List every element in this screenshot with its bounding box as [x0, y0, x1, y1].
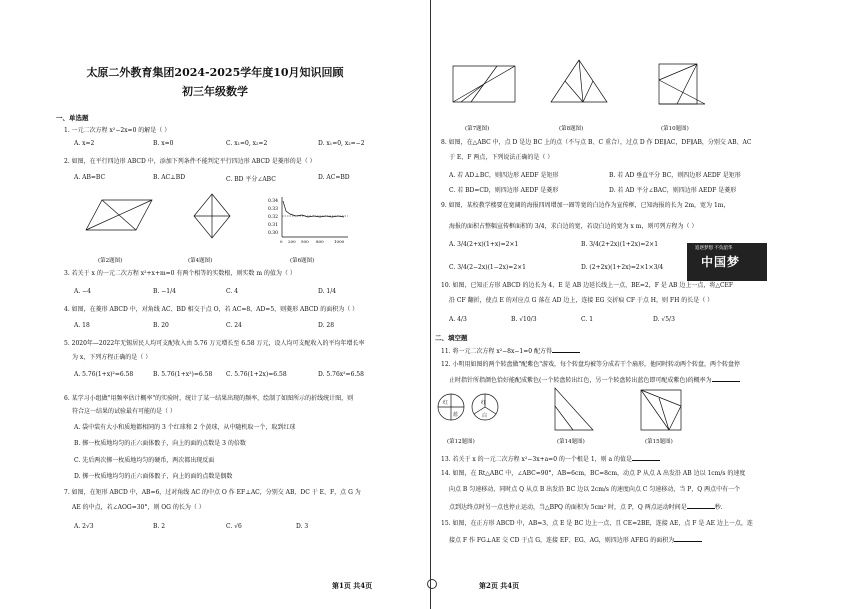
q4-rhombus-figure — [190, 192, 234, 242]
q7-line2: AE 的中点，若∠AOG=30°，则 OG 的长为（ ） — [72, 504, 205, 511]
q5-option-c: C. 5.76(1+2x)=6.58 — [226, 371, 287, 378]
q7-option-a: A. 2√3 — [74, 523, 94, 530]
q8-option-d: D. 若 AD 平分∠BAC，则四边形 AEDF 是菱形 — [609, 187, 737, 194]
q14-line2: 向点 B 匀速移动，同时点 Q 从点 B 出发沿 BC 边以 2cm/s 的速度向点 C 匀速移动，当 P，Q 两点中有一个 — [449, 486, 741, 493]
q12-line2: 止时指针所指颜色恰好能配成紫色(一个转盘转出红色，另一个转盘转出蓝色即可配成紫色)的概率为 — [449, 376, 740, 384]
q7-rectangle-figure — [451, 64, 517, 104]
q9-option-a: A. 3/4(2+x)(1+x)=2×1 — [449, 241, 519, 248]
spinner2-white-label: 白 — [482, 413, 488, 419]
q14-line1: 14. 如图，在 Rt△ABC 中，∠ABC=90°，AB=6cm，BC=8cm，动点 P 从点 A 出发沿 AB 边以 1cm/s 的速度 — [441, 470, 746, 477]
q8-line1: 8. 如图，在△ABC 中，点 D 是边 BC 上的点（不与点 B、C 重合），过点 D 作 DE∥AC，DF∥AB，分别交 AB、AC — [441, 139, 752, 146]
q9-option-b: B. 3/4(2+2x)(1+2x)=2×1 — [581, 241, 659, 248]
q10-square-figure — [657, 62, 707, 108]
x-tick-500: 500 — [301, 239, 309, 244]
q7-option-b: B. 2 — [153, 523, 166, 530]
q3-option-a: A. −4 — [74, 288, 91, 295]
q6-line1: 6. 某学习小组做"用频率估计概率"的实验时，统计了某一结果出现的频率，绘制了如图所示的折线统计图，则 — [64, 395, 354, 402]
poster-title: 中国梦 — [701, 255, 741, 269]
q14-line3: 点到达终点时另一点也停止运动，当△BPQ 的面积为 5cm² 时，点 P，Q 两点运动时间是 秒. — [449, 504, 723, 511]
q7-option-c: C. √6 — [226, 523, 242, 530]
q10-line1: 10. 如图，已知正方形 ABCD 的边长为 4，E 是 AB 边延长线上一点，BE=2，F 是 AB 边上一点，将△CEF — [441, 282, 734, 289]
caption-fig2: (第2题图) — [98, 258, 123, 264]
q3-option-b: B. −1/4 — [153, 288, 176, 295]
q10-option-d: D. √5/3 — [653, 316, 675, 323]
q15-line1: 15. 如图，在正方形 ABCD 中，AB=3，点 E 是 BC 边上一点，且 CE=2BE，连接 AE，点 F 是 AE 边上一点，连 — [441, 520, 753, 527]
x-tick-1000: 1000 — [334, 239, 345, 244]
spinner2-red-label: 红 — [481, 400, 487, 406]
q12-line1: 12. 小明用如图的两个转盘做"配紫色"游戏，每个转盘均被等分成若干个扇形，他同时转动两个转盘，两个转盘停 — [441, 361, 740, 368]
section-fill-blank: 二、填空题 — [435, 334, 468, 342]
q8-option-c: C. 若 BD=CD，则四边形 AEDF 是菱形 — [449, 187, 559, 194]
q9-option-c: C. 3/4(2−2x)(1−2x)=2×1 — [449, 264, 526, 271]
q1-option-a: A. x=2 — [74, 140, 95, 147]
china-dream-poster — [687, 243, 767, 281]
q8-triangle-figure — [549, 58, 609, 104]
q9-option-d: D. (2+2x)(1+2x)=2×1×3/4 — [581, 264, 664, 271]
q5-option-b: B. 5.76(1+x²)=6.58 — [153, 371, 213, 378]
x-tick-0: 0 — [280, 239, 283, 244]
q2-parallelogram-figure — [86, 195, 156, 237]
q5-line1: 5. 2020年—2022年无锡居民人均可支配收入由 5.76 万元增长至 6.58 万元，设人均可支配收入的平均年增长率 — [64, 340, 365, 347]
q10-option-c: C. 1 — [581, 316, 594, 323]
q2-text: 2. 如图，在平行四边形 ABCD 中，添加下列条件不能判定平行四边形 ABCD 是菱形的是（ ） — [64, 158, 316, 165]
poster-slogan: 追逐梦想 不负韶华 — [695, 246, 733, 251]
y-tick-0.30: 0.30 — [268, 231, 279, 236]
q12-spinners-figure — [437, 392, 501, 422]
x-tick-200: 200 — [288, 239, 296, 244]
q6-option-d: D. 掷一枚质地均匀的正六面体骰子，向上的面的点数是偶数 — [74, 473, 233, 480]
q10-option-a: A. 4/3 — [449, 316, 467, 323]
q3-option-c: C. 4 — [226, 288, 239, 295]
caption-fig7: (第7题图) — [465, 126, 490, 132]
q13-text: 13. 若关于 x 的一元二次方程 x²−3x+a=0 的一个根是 1，则 a 的值是 — [441, 455, 660, 463]
q7-line1: 7. 如图，在矩形 ABCD 中，AB=6，过对角线 AC 的中点 O 作 EF⊥AC，分别交 AB、DC 于 E、F，点 G 为 — [64, 489, 361, 496]
q4-text: 4. 如图，在菱形 ABCD 中，对角线 AC、BD 相交于点 O，若 AC=8，AD=5，则菱形 ABCD 的面积为（ ） — [64, 306, 359, 313]
caption-fig10: (第10题图) — [661, 126, 689, 132]
q6-option-b: B. 掷一枚质地均匀的正六面体骰子，向上的面的点数是 3 的倍数 — [74, 440, 246, 447]
q2-option-c: C. BD 平分∠ABC — [226, 176, 276, 183]
q1-option-b: B. x=0 — [153, 140, 174, 147]
q6-option-a: A. 袋中装有大小和质地都相同的 3 个红球和 2 个黄球，从中随机取一个，取到红球 — [74, 424, 296, 431]
caption-fig6: (第6题图) — [290, 258, 315, 264]
q1-option-d: D. x₁=0, x₂=−2 — [318, 140, 365, 147]
q8-option-a: A. 若 AD⊥BC，则四边形 AEDF 是矩形 — [449, 172, 559, 179]
q6-line2: 符合这一结果的试验最有可能的是（ ） — [72, 408, 176, 415]
caption-fig12: (第12题图) — [447, 439, 475, 445]
y-tick-0.32: 0.32 — [268, 215, 279, 220]
exam-title: 太原二外教育集团2024-2025学年度10月知识回顾 — [86, 66, 344, 79]
q1-text: 1. 一元二次方程 x²−2x=0 的解是（ ） — [64, 127, 171, 134]
q4-option-b: B. 20 — [153, 322, 169, 329]
x-tick-800: 800 — [316, 239, 324, 244]
q15-square-figure — [639, 388, 685, 436]
spinner-red-label: 红 — [443, 400, 449, 406]
q10-line2: 沿 CF 翻折，使点 E 的对应点 G 落在 AD 边上，连接 EG 交折痕 CF 于点 H，则 FH 的长是（ ） — [449, 297, 714, 304]
q2-option-b: B. AC⊥BD — [153, 174, 186, 181]
q5-option-d: D. 5.76x²=6.58 — [318, 371, 364, 378]
q6-option-c: C. 先后两次掷一枚质地均匀的硬币，两次都出现反面 — [74, 457, 215, 464]
q10-option-b: B. √10/3 — [511, 316, 537, 323]
q3-text: 3. 若关于 x 的一元二次方程 x²+x+m=0 有两个相等的实数根，则实数 m 的值为（ ） — [64, 270, 296, 277]
q11-text: 11. 将一元二次方程 x²−8x−1=0 配方得 — [441, 347, 580, 355]
q5-line2: 为 x，下列方程正确的是（ ） — [72, 354, 152, 361]
q4-option-d: D. 28 — [318, 322, 335, 329]
q2-option-d: D. AC=BD — [318, 174, 350, 181]
y-tick-0.34: 0.34 — [268, 199, 279, 204]
y-tick-0.31: 0.31 — [268, 223, 279, 228]
q9-line1: 9. 如图，某校教学楼要在宽阔的海报四周增加一圈等宽的白边作为宣传框，已知海报的长为 2m，宽为 1m， — [441, 202, 730, 209]
q4-option-c: C. 24 — [226, 322, 242, 329]
y-tick-0.33: 0.33 — [268, 207, 279, 212]
q8-line2: 于 E、F 两点，下列说法正确的是（ ） — [449, 154, 554, 161]
q1-option-c: C. x₁=0, x₂=2 — [226, 140, 268, 147]
spinner-blue-label: 蓝 — [453, 412, 459, 418]
q15-line2: 接点 F 作 FG⊥AE 交 CD 于点 G，连接 EF、EG、AG，则四边形 AFEG 的面积为 — [449, 536, 702, 544]
q3-option-d: D. 1/4 — [318, 288, 337, 295]
footer-right: 第2页 共4页 — [479, 581, 520, 590]
q4-option-a: A. 18 — [74, 322, 90, 329]
caption-fig8: (第8题图) — [559, 126, 584, 132]
caption-fig15: (第15题图) — [645, 439, 673, 445]
footer-left: 第1页 共4页 — [332, 581, 373, 590]
q2-option-a: A. AB=BC — [74, 174, 106, 181]
right-page — [430, 0, 860, 609]
caption-fig14: (第14题图) — [557, 439, 585, 445]
q6-frequency-chart — [268, 195, 350, 245]
q7-option-d: D. 3 — [296, 523, 309, 530]
q8-option-b: B. 若 AD 垂直平分 BC，则四边形 AEDF 是矩形 — [609, 172, 741, 179]
section-single-choice: 一、单选题 — [56, 114, 89, 122]
caption-fig4: (第4题图) — [188, 258, 213, 264]
q14-triangle-figure — [551, 386, 597, 434]
q9-line2: 海报的面积占整幅宣传框面积的 3/4，求白边的宽，若设白边的宽为 x m，则可列方程为（ ） — [449, 223, 698, 230]
exam-subtitle: 初三年级数学 — [182, 85, 248, 98]
q5-option-a: A. 5.76(1+x)²=6.58 — [74, 371, 134, 378]
